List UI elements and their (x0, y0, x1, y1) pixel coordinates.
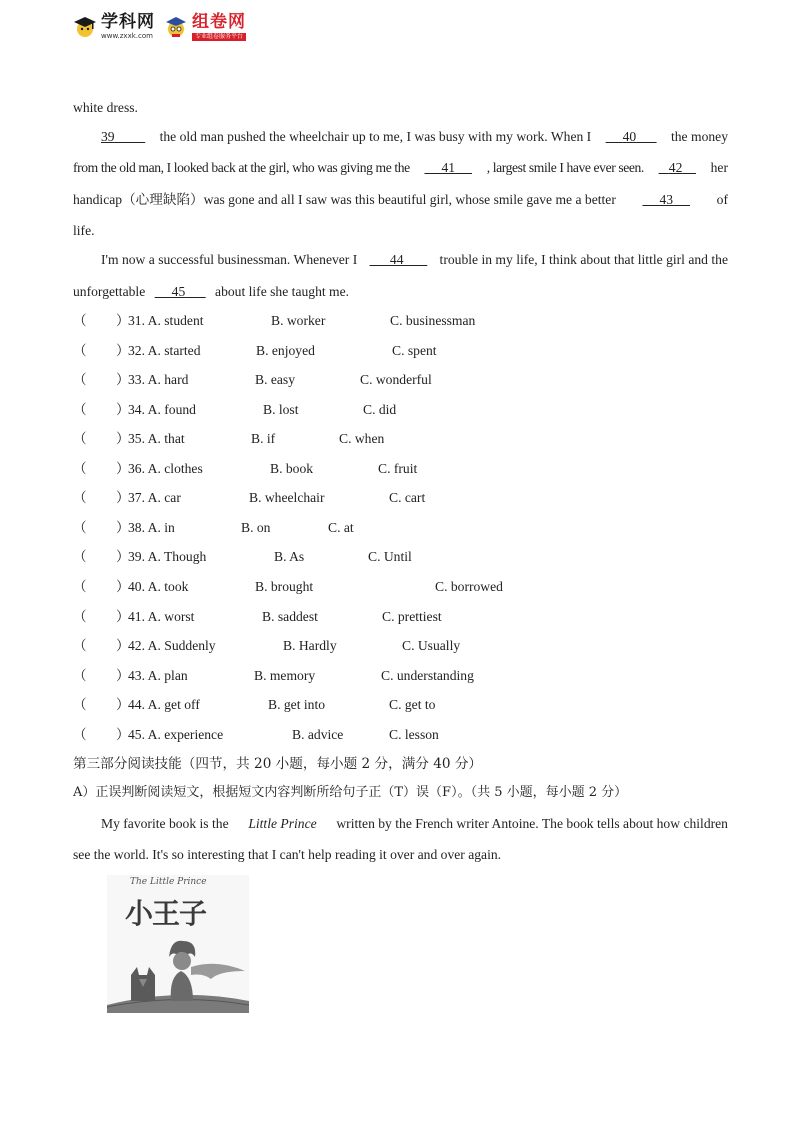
option-a: 37. A. car (128, 490, 181, 506)
book-title-italic: Little Prince (248, 816, 317, 831)
answer-paren-close: ） (116, 342, 130, 358)
passage-line (73, 284, 728, 300)
option-c: C. lesson (389, 726, 439, 742)
logo-name: 学科网 (101, 12, 155, 32)
passage-text: unforgettable (73, 284, 146, 299)
option-b: B. worker (271, 313, 326, 328)
option-a: 38. A. in (128, 519, 175, 535)
option-b: B. on (241, 519, 271, 535)
blank: 40 (622, 129, 637, 144)
option-b: B. saddest (262, 608, 318, 624)
option-b: B. easy (255, 372, 296, 388)
passage-text: her (710, 160, 728, 175)
xuekewang-logo (72, 10, 155, 44)
option-a: 39. A. Though (128, 549, 207, 565)
passage-text: , largest smile I have ever seen. (486, 160, 644, 175)
answer-paren-open: （ (73, 431, 87, 447)
option-a: 33. A. hard (128, 372, 189, 388)
option-c: C. prettiest (382, 608, 442, 624)
option-a: 36. A. clothes (128, 460, 203, 476)
option-a: 43. A. plan (128, 667, 188, 683)
answer-paren-open: （ (73, 608, 87, 624)
answer-paren-open: （ (73, 726, 87, 742)
zujuanwang-logo (163, 10, 246, 44)
option-c: C. when (339, 431, 385, 447)
blank: 41 (441, 160, 456, 175)
mortarboard-icon (72, 14, 98, 40)
answer-paren-open: （ (73, 460, 87, 476)
option-c: C. businessman (390, 313, 476, 328)
section-a-instructions: A）正误判断阅读短文，根据短文内容判断所给句子正（T）误（F）。（共 5 小题，每小题 2 分） (73, 785, 628, 800)
answer-paren-open: （ (73, 519, 87, 535)
answer-paren-close: ） (116, 401, 130, 417)
answer-paren-open: （ (73, 667, 87, 683)
option-a: 32. A. started (128, 342, 201, 358)
passage-text: trouble in my life, I think about that little girl and the (439, 252, 728, 267)
option-c: C. get to (389, 697, 436, 713)
option-b: B. lost (263, 401, 299, 417)
logo-name: 组卷网 (192, 11, 246, 32)
option-b: B. memory (254, 667, 316, 683)
passage-text: handicap（心理缺陷）was gone and all I saw was this beautiful girl, whose smile gave me a better (73, 192, 616, 207)
reading-text: My favorite book is the (101, 816, 229, 831)
option-a: 31. A. student (128, 313, 204, 328)
option-c: C. borrowed (435, 579, 503, 594)
option-b: B. advice (292, 726, 344, 742)
mascot-icon (163, 14, 189, 40)
passage-text: I'm now a successful businessman. Whenever I (101, 252, 358, 267)
passage-line (101, 129, 728, 145)
option-b: B. Hardly (283, 638, 337, 653)
option-c: C. spent (392, 342, 437, 358)
blank: 44 (389, 252, 404, 267)
passage-text: from the old man, I looked back at the girl, who was giving me the (73, 160, 410, 175)
answer-paren-open: （ (73, 372, 87, 388)
passage-line (73, 192, 728, 208)
reading-text: written by the French writer Antoine. The book tells about how children (336, 816, 728, 831)
answer-paren-close: ） (116, 460, 130, 476)
book-cover-title-en: The Little Prince (130, 877, 207, 887)
option-b: B. enjoyed (256, 342, 315, 358)
logo-url: www.zxxk.com (101, 32, 153, 40)
passage-line: white dress. (73, 100, 138, 115)
answer-paren-close: ） (116, 697, 130, 713)
logo-tagline: 专业组卷服务平台 (192, 33, 246, 41)
answer-paren-open: （ (73, 697, 87, 713)
answer-paren-close: ） (116, 608, 130, 624)
option-a: 34. A. found (128, 401, 196, 417)
answer-paren-open: （ (73, 313, 87, 328)
book-cover-title-cn: 小王子 (125, 897, 207, 930)
answer-paren-open: （ (73, 549, 87, 565)
option-c: C. Usually (402, 638, 461, 653)
option-b: B. brought (255, 579, 314, 594)
answer-paren-close: ） (116, 638, 130, 653)
answer-paren-close: ） (116, 726, 130, 742)
answer-paren-close: ） (116, 579, 130, 594)
passage-line (101, 252, 728, 268)
answer-paren-close: ） (116, 372, 130, 388)
option-c: C. cart (389, 490, 426, 506)
answer-paren-close: ） (116, 549, 130, 565)
option-a: 45. A. experience (128, 726, 224, 742)
passage-text: about life she taught me. (215, 284, 350, 299)
passage-text: of (716, 192, 728, 207)
option-b: B. if (251, 431, 276, 447)
answer-paren-open: （ (73, 579, 87, 594)
blank: 39 (101, 129, 115, 144)
passage-text: the money (670, 129, 728, 144)
reading-line: see the world. It's so interesting that I can't help reading it over and over again. (73, 847, 502, 862)
option-a: 41. A. worst (128, 608, 195, 624)
option-c: C. at (328, 519, 354, 535)
option-c: C. did (363, 401, 397, 417)
part3-title: 第三部分阅读技能（四节，共 20 小题，每小题 2 分，满分 40 分） (73, 756, 483, 772)
option-a: 44. A. get off (128, 697, 200, 713)
answer-paren-close: ） (116, 313, 130, 328)
answer-paren-open: （ (73, 638, 87, 653)
answer-paren-open: （ (73, 490, 87, 506)
option-a: 35. A. that (128, 431, 185, 447)
option-b: B. book (270, 460, 314, 476)
option-b: B. get into (268, 697, 326, 713)
blank: 42 (668, 160, 683, 175)
answer-paren-open: （ (73, 342, 87, 358)
answer-paren-open: （ (73, 401, 87, 417)
option-c: C. understanding (381, 667, 474, 683)
option-c: C. wonderful (360, 372, 432, 388)
option-a: 40. A. took (128, 579, 189, 594)
blank: 43 (659, 192, 674, 207)
option-a: 42. A. Suddenly (128, 638, 216, 653)
reading-line (101, 816, 728, 832)
option-c: C. Until (368, 549, 412, 565)
passage-text: the old man pushed the wheelchair up to me, I was busy with my work. When I (159, 129, 592, 144)
answer-paren-close: ） (116, 431, 130, 447)
passage-line: life. (73, 223, 95, 238)
answer-paren-close: ） (116, 490, 130, 506)
passage-line (73, 160, 728, 176)
blank: 45 (171, 284, 186, 299)
option-c: C. fruit (378, 460, 418, 476)
option-b: B. As (274, 549, 305, 565)
answer-paren-close: ） (116, 667, 130, 683)
option-b: B. wheelchair (249, 490, 325, 506)
answer-paren-close: ） (116, 519, 130, 535)
